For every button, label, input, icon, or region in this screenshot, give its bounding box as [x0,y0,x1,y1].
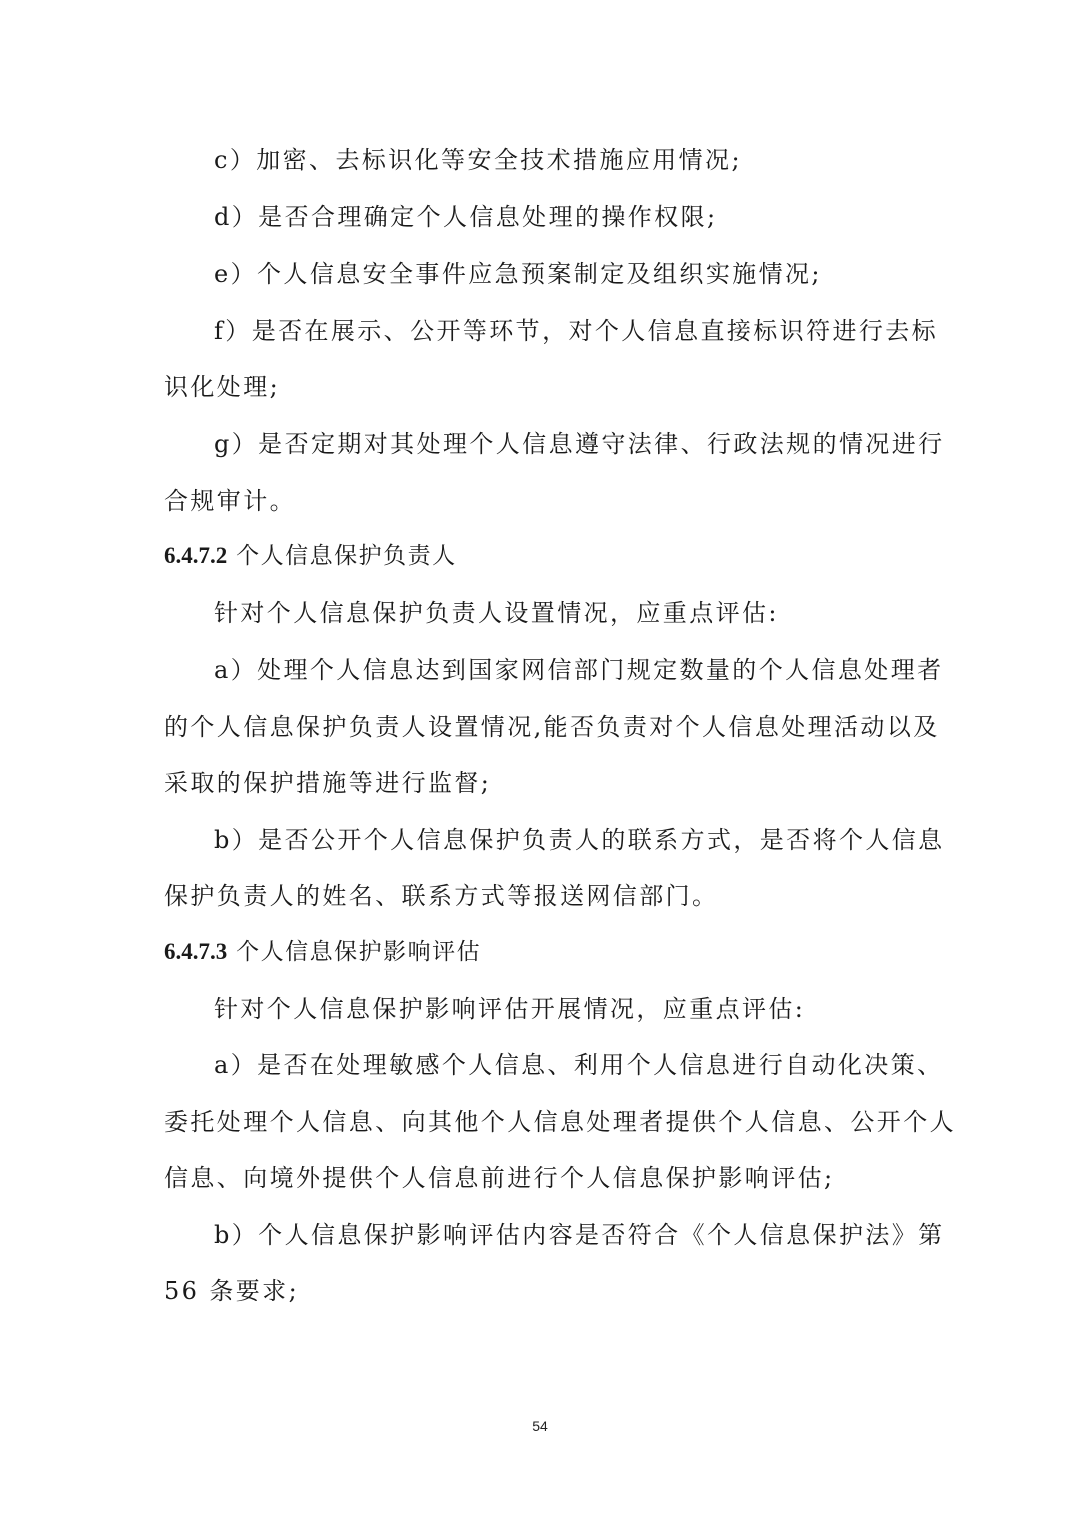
section-number: 6.4.7.2 [164,543,228,568]
section-title: 个人信息保护影响评估 [236,939,482,965]
list-item-b [214,825,945,855]
list-item-a [214,655,944,685]
section-title: 个人信息保护负责人 [236,543,457,569]
list-item-c [214,145,742,175]
list-item-a-continuation: 委托处理个人信息、向其他个人信息处理者提供个人信息、公开个人 [164,1108,956,1136]
item-text: 个人信息安全事件应急预案制定及组织实施情况; [257,260,822,288]
item-label: g） [214,430,259,458]
page-number: 54 [532,1418,548,1434]
list-item-f-continuation: 识化处理; [164,373,281,401]
section-intro: 针对个人信息保护负责人设置情况，应重点评估: [214,599,779,627]
item-text: 是否合理确定个人信息处理的操作权限; [258,203,718,231]
section-number: 6.4.7.3 [164,939,228,964]
list-item-f [214,316,938,346]
item-label: f） [214,317,252,345]
section-heading [164,937,481,967]
item-text: 加密、去标识化等安全技术措施应用情况; [256,146,742,174]
item-text: 是否公开个人信息保护负责人的联系方式，是否将个人信息 [258,826,945,854]
item-label: d） [214,203,259,231]
item-label: b） [214,826,259,854]
list-item-d [214,202,717,232]
item-label: b） [214,1221,259,1249]
section-heading [164,541,457,571]
list-item-e [214,259,822,289]
item-text: 是否定期对其处理个人信息遵守法律、行政法规的情况进行 [258,430,945,458]
item-text: 处理个人信息达到国家网信部门规定数量的个人信息处理者 [257,656,944,684]
item-text: 是否在展示、公开等环节，对个人信息直接标识符进行去标 [251,317,939,345]
list-item-b-continuation: 保护负责人的姓名、联系方式等报送网信部门。 [164,882,719,910]
list-item-a-continuation: 的个人信息保护负责人设置情况,能否负责对个人信息处理活动以及 [164,713,940,741]
list-item-a-continuation: 采取的保护措施等进行监督; [164,769,492,797]
section-intro: 针对个人信息保护影响评估开展情况，应重点评估: [214,995,806,1023]
item-label: a） [214,656,258,684]
list-item-b [214,1220,945,1250]
item-label: e） [214,260,258,288]
list-item-g-continuation: 合规审计。 [164,487,296,515]
list-item-b-continuation: 56 条要求; [164,1277,300,1305]
item-text: 是否在处理敏感个人信息、利用个人信息进行自动化决策、 [257,1051,944,1079]
list-item-a [214,1050,944,1080]
list-item-a-continuation: 信息、向境外提供个人信息前进行个人信息保护影响评估; [164,1164,835,1192]
item-label: c） [214,146,257,174]
list-item-g [214,429,945,459]
item-label: a） [214,1051,258,1079]
item-text: 个人信息保护影响评估内容是否符合《个人信息保护法》第 [258,1221,945,1249]
